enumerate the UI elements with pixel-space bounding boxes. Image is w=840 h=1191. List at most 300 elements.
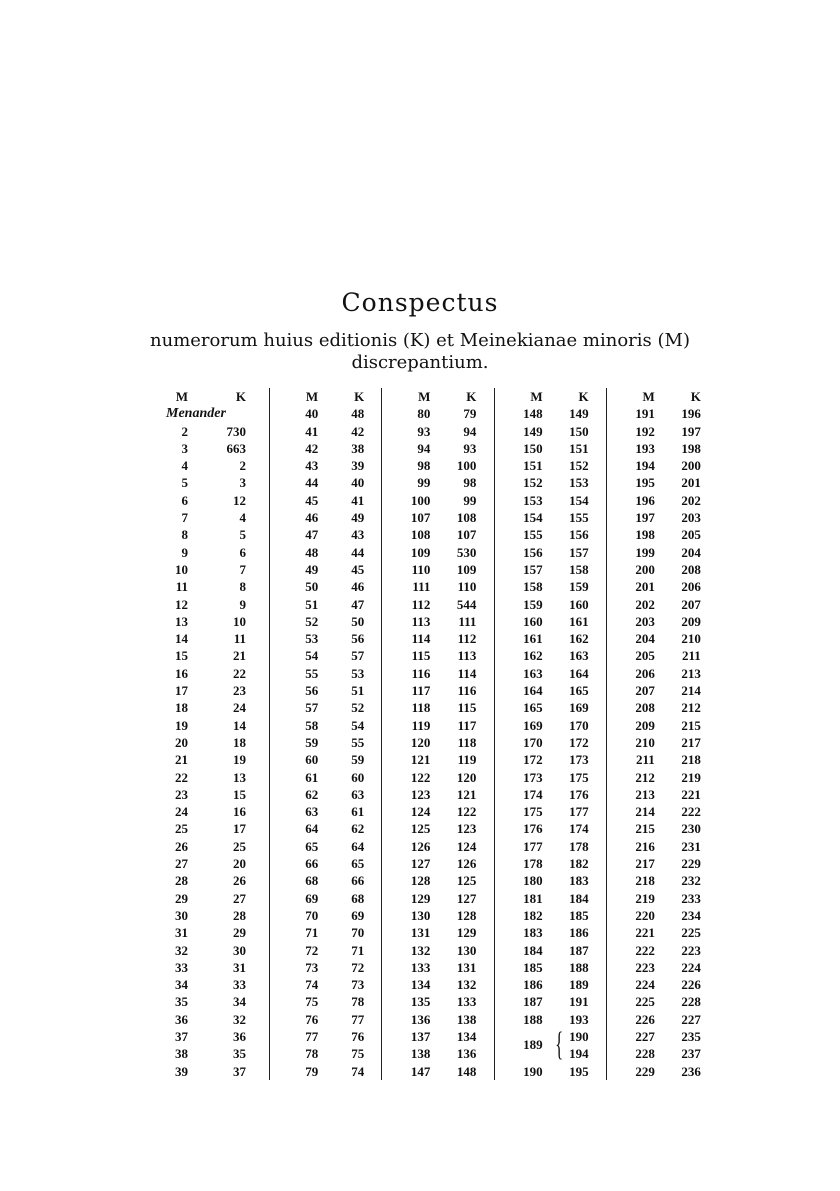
value-k: 38 xyxy=(351,440,365,456)
table-row xyxy=(270,423,381,440)
table-row xyxy=(270,803,381,820)
value-m: 20 xyxy=(175,734,188,750)
value-k: 205 xyxy=(681,527,701,543)
value-m: 32 xyxy=(175,942,188,958)
table-row xyxy=(607,526,718,543)
table-row xyxy=(270,509,381,526)
value-k: 196 xyxy=(681,406,701,422)
value-m: 74 xyxy=(305,977,319,993)
table-row xyxy=(382,440,493,457)
table-row xyxy=(270,907,381,924)
value-m: 121 xyxy=(410,752,431,768)
table-row xyxy=(158,509,269,526)
header-m: M xyxy=(305,389,319,404)
table-row xyxy=(270,630,381,647)
value-k: 28 xyxy=(233,907,246,923)
value-k: 20 xyxy=(233,856,246,872)
value-m: 160 xyxy=(523,613,543,629)
brace-glyph: { xyxy=(554,1026,564,1064)
value-m: 9 xyxy=(181,544,188,560)
value-k: 25 xyxy=(233,838,246,854)
table-column-1 xyxy=(158,388,269,1080)
value-m: 98 xyxy=(417,458,431,474)
value-k: 208 xyxy=(681,561,701,577)
value-k: 190 xyxy=(569,1028,589,1044)
value-k: 49 xyxy=(351,510,365,526)
value-m: 31 xyxy=(175,925,188,941)
value-k: 47 xyxy=(351,596,365,612)
value-k: 34 xyxy=(233,994,246,1010)
value-k: 158 xyxy=(569,561,589,577)
value-m: 110 xyxy=(411,561,431,577)
table-row xyxy=(382,596,493,613)
value-k: 149 xyxy=(569,406,589,422)
value-m: 26 xyxy=(175,838,188,854)
table-row xyxy=(495,474,606,491)
header-k: K xyxy=(235,389,246,404)
value-k: 51 xyxy=(351,683,365,699)
value-k: 235 xyxy=(681,1028,701,1044)
value-k: 63 xyxy=(351,786,365,802)
value-m: 229 xyxy=(635,1063,655,1079)
table-row xyxy=(270,734,381,751)
table-row xyxy=(382,526,493,543)
value-k: 52 xyxy=(351,700,365,716)
value-m: 227 xyxy=(635,1028,655,1044)
value-k: 165 xyxy=(569,683,589,699)
value-k: 198 xyxy=(681,440,701,456)
value-m: 19 xyxy=(175,717,188,733)
table-row xyxy=(382,820,493,837)
table-row xyxy=(382,769,493,786)
value-k: 209 xyxy=(681,613,701,629)
value-k: 195 xyxy=(569,1063,589,1079)
value-m: 205 xyxy=(635,648,655,664)
value-m: 59 xyxy=(305,734,319,750)
value-m: 152 xyxy=(523,475,543,491)
value-m: 93 xyxy=(417,423,431,439)
table-row xyxy=(158,492,269,509)
value-m: 124 xyxy=(410,804,431,820)
value-m: 113 xyxy=(411,613,431,629)
table-row xyxy=(382,855,493,872)
value-k: 151 xyxy=(569,440,589,456)
value-k: 213 xyxy=(681,665,701,681)
value-m: 192 xyxy=(635,423,655,439)
table-row xyxy=(270,959,381,976)
value-m: 27 xyxy=(175,856,188,872)
header-k: K xyxy=(690,389,701,404)
table-row xyxy=(495,803,606,820)
value-k: 15 xyxy=(233,786,246,802)
value-k: 212 xyxy=(681,700,701,716)
value-k: 152 xyxy=(569,458,589,474)
table-row xyxy=(495,630,606,647)
table-row xyxy=(607,630,718,647)
table-row xyxy=(495,596,606,613)
table-row xyxy=(382,561,493,578)
table-row xyxy=(495,682,606,699)
value-k: 114 xyxy=(457,665,477,681)
table-row xyxy=(495,838,606,855)
value-m: 151 xyxy=(523,458,543,474)
table-row xyxy=(607,734,718,751)
table-row xyxy=(158,561,269,578)
value-k: 132 xyxy=(456,977,477,993)
value-k: 150 xyxy=(569,423,589,439)
table-row xyxy=(607,405,718,422)
value-m: 34 xyxy=(175,977,188,993)
value-m: 15 xyxy=(175,648,188,664)
table-row xyxy=(607,1028,718,1045)
value-m: 109 xyxy=(410,544,431,560)
table-row xyxy=(495,855,606,872)
concordance-table xyxy=(158,388,718,1080)
value-k: 159 xyxy=(569,579,589,595)
value-k: 161 xyxy=(569,613,589,629)
value-k: 22 xyxy=(233,665,246,681)
value-m: 200 xyxy=(635,561,655,577)
value-k: 191 xyxy=(569,994,589,1010)
value-m: 204 xyxy=(635,631,655,647)
value-m: 183 xyxy=(523,925,543,941)
value-m: 219 xyxy=(635,890,655,906)
value-m: 170 xyxy=(523,734,543,750)
table-row xyxy=(495,976,606,993)
value-m: 79 xyxy=(305,1063,319,1079)
value-m: 126 xyxy=(410,838,431,854)
value-k: 112 xyxy=(457,631,477,647)
value-k: 217 xyxy=(681,734,701,750)
table-row xyxy=(495,647,606,664)
value-m: 172 xyxy=(523,752,543,768)
value-m: 129 xyxy=(410,890,431,906)
value-k: 42 xyxy=(351,423,365,439)
value-m: 132 xyxy=(410,942,431,958)
value-k: 4 xyxy=(239,510,246,526)
table-row xyxy=(495,1028,606,1063)
value-k: 62 xyxy=(351,821,365,837)
value-m: 119 xyxy=(411,717,431,733)
value-m: 56 xyxy=(305,683,319,699)
table-row xyxy=(495,509,606,526)
value-k: 12 xyxy=(233,492,246,508)
value-m: 52 xyxy=(305,613,319,629)
value-k: 7 xyxy=(239,561,246,577)
value-k: 183 xyxy=(569,873,589,889)
value-k: 73 xyxy=(351,977,365,993)
value-m: 213 xyxy=(635,786,655,802)
value-m: 5 xyxy=(181,475,188,491)
table-row xyxy=(270,1028,381,1045)
table-row xyxy=(607,907,718,924)
value-m: 177 xyxy=(523,838,543,854)
table-row xyxy=(607,1063,718,1080)
table-row xyxy=(382,509,493,526)
value-m: 195 xyxy=(635,475,655,491)
value-m: 22 xyxy=(175,769,188,785)
value-m: 118 xyxy=(411,700,431,716)
value-k: 164 xyxy=(569,665,589,681)
table-row xyxy=(607,1011,718,1028)
table-row xyxy=(158,596,269,613)
value-k: 98 xyxy=(463,475,477,491)
value-m: 58 xyxy=(305,717,319,733)
value-m: 37 xyxy=(175,1028,188,1044)
table-row xyxy=(270,682,381,699)
value-m: 201 xyxy=(635,579,655,595)
value-m: 175 xyxy=(523,804,543,820)
value-m: 135 xyxy=(410,994,431,1010)
value-m: 24 xyxy=(175,804,188,820)
table-row xyxy=(158,440,269,457)
value-m: 77 xyxy=(305,1028,319,1044)
value-m: 108 xyxy=(410,527,431,543)
value-m: 185 xyxy=(523,959,543,975)
value-k: 176 xyxy=(569,786,589,802)
value-m: 23 xyxy=(175,786,188,802)
value-k: 115 xyxy=(457,700,477,716)
table-row xyxy=(158,457,269,474)
value-k: 59 xyxy=(351,752,365,768)
value-m: 30 xyxy=(175,907,188,923)
value-m: 210 xyxy=(635,734,655,750)
value-k: 48 xyxy=(351,406,365,422)
table-row xyxy=(495,1011,606,1028)
table-row xyxy=(382,492,493,509)
table-row xyxy=(495,734,606,751)
value-k: 185 xyxy=(569,907,589,923)
value-m: 122 xyxy=(410,769,431,785)
value-m: 18 xyxy=(175,700,188,716)
value-m: 112 xyxy=(411,596,431,612)
value-m: 147 xyxy=(410,1063,431,1079)
value-m: 224 xyxy=(635,977,655,993)
value-k: 187 xyxy=(569,942,589,958)
value-k: 24 xyxy=(233,700,246,716)
value-k: 100 xyxy=(456,458,477,474)
value-m: 190 xyxy=(523,1063,543,1079)
column-header xyxy=(495,388,606,405)
table-row xyxy=(158,993,269,1010)
table-row xyxy=(158,942,269,959)
value-m: 2 xyxy=(181,423,188,439)
value-m: 50 xyxy=(305,579,319,595)
value-k: 46 xyxy=(351,579,365,595)
value-k: 530 xyxy=(456,544,477,560)
value-m: 181 xyxy=(523,890,543,906)
table-row xyxy=(382,665,493,682)
value-m: 116 xyxy=(411,665,431,681)
value-m: 61 xyxy=(305,769,319,785)
table-row xyxy=(270,751,381,768)
value-m: 68 xyxy=(305,873,319,889)
table-row xyxy=(607,820,718,837)
value-m: 33 xyxy=(175,959,188,975)
value-k: 154 xyxy=(569,492,589,508)
table-row xyxy=(158,578,269,595)
table-row xyxy=(270,457,381,474)
value-m: 36 xyxy=(175,1011,188,1027)
header-k: K xyxy=(466,389,477,404)
table-row xyxy=(495,890,606,907)
table-row xyxy=(607,613,718,630)
value-k: 44 xyxy=(351,544,365,560)
table-row xyxy=(382,544,493,561)
table-row xyxy=(382,647,493,664)
value-k: 663 xyxy=(226,440,246,456)
value-k: 178 xyxy=(569,838,589,854)
value-k: 94 xyxy=(463,423,477,439)
value-m: 130 xyxy=(410,907,431,923)
value-m: 78 xyxy=(305,1046,319,1062)
value-m: 222 xyxy=(635,942,655,958)
value-k: 39 xyxy=(351,458,365,474)
value-k: 14 xyxy=(233,717,246,733)
table-row xyxy=(270,1045,381,1062)
value-k: 120 xyxy=(456,769,477,785)
value-k: 11 xyxy=(233,631,246,647)
value-k: 30 xyxy=(233,942,246,958)
value-k: 188 xyxy=(569,959,589,975)
value-m: 64 xyxy=(305,821,319,837)
table-row xyxy=(495,717,606,734)
table-row xyxy=(382,786,493,803)
value-k: 156 xyxy=(569,527,589,543)
value-k: 36 xyxy=(233,1028,246,1044)
table-row xyxy=(270,872,381,889)
table-row xyxy=(382,1011,493,1028)
value-m: 73 xyxy=(305,959,319,975)
value-m: 42 xyxy=(305,440,319,456)
value-k: 109 xyxy=(456,561,477,577)
value-k: 148 xyxy=(456,1063,477,1079)
table-row xyxy=(382,872,493,889)
value-m: 162 xyxy=(523,648,543,664)
page-subtitle xyxy=(0,330,840,374)
value-m: 75 xyxy=(305,994,319,1010)
value-m: 72 xyxy=(305,942,319,958)
value-k: 189 xyxy=(569,977,589,993)
value-m: 39 xyxy=(175,1063,188,1079)
value-k: 155 xyxy=(569,510,589,526)
value-m: 193 xyxy=(635,440,655,456)
value-k: 9 xyxy=(239,596,246,612)
value-k: 6 xyxy=(239,544,246,560)
value-k-group xyxy=(543,1028,589,1063)
value-k: 206 xyxy=(681,579,701,595)
table-row xyxy=(382,1028,493,1045)
value-k: 57 xyxy=(351,648,365,664)
value-m: 29 xyxy=(175,890,188,906)
table-row xyxy=(607,561,718,578)
value-m: 226 xyxy=(635,1011,655,1027)
value-m: 11 xyxy=(175,579,188,595)
table-row xyxy=(158,1011,269,1028)
value-k: 177 xyxy=(569,804,589,820)
value-k: 123 xyxy=(456,821,477,837)
value-k: 182 xyxy=(569,856,589,872)
value-k: 53 xyxy=(351,665,365,681)
table-row xyxy=(270,440,381,457)
value-k: 71 xyxy=(351,942,365,958)
table-row xyxy=(158,786,269,803)
value-k: 60 xyxy=(351,769,365,785)
table-row xyxy=(607,751,718,768)
value-k: 226 xyxy=(681,977,701,993)
value-k: 5 xyxy=(239,527,246,543)
value-k: 40 xyxy=(351,475,365,491)
table-column-5 xyxy=(606,388,718,1080)
value-k: 544 xyxy=(456,596,477,612)
table-row xyxy=(158,924,269,941)
value-m: 35 xyxy=(175,994,188,1010)
value-m: 45 xyxy=(305,492,319,508)
value-k: 129 xyxy=(456,925,477,941)
value-m: 225 xyxy=(635,994,655,1010)
value-k: 99 xyxy=(463,492,477,508)
value-k: 237 xyxy=(681,1046,701,1062)
table-row xyxy=(270,786,381,803)
value-k: 69 xyxy=(351,907,365,923)
value-m: 220 xyxy=(635,907,655,923)
subtitle-line-1: numerorum huius editionis (K) et Meinekianae minoris (M) xyxy=(150,330,690,351)
value-k: 173 xyxy=(569,752,589,768)
value-k: 125 xyxy=(456,873,477,889)
value-k: 107 xyxy=(456,527,477,543)
table-row xyxy=(270,717,381,734)
table-row xyxy=(607,993,718,1010)
table-row xyxy=(495,457,606,474)
table-row xyxy=(158,717,269,734)
value-k: 227 xyxy=(681,1011,701,1027)
table-row xyxy=(607,976,718,993)
value-k: 26 xyxy=(233,873,246,889)
value-k: 17 xyxy=(233,821,246,837)
table-row xyxy=(158,751,269,768)
table-row xyxy=(382,1045,493,1062)
table-row xyxy=(607,492,718,509)
value-m: 51 xyxy=(305,596,319,612)
table-row xyxy=(158,544,269,561)
value-k: 64 xyxy=(351,838,365,854)
value-k: 136 xyxy=(456,1046,477,1062)
value-m: 28 xyxy=(175,873,188,889)
value-m: 212 xyxy=(635,769,655,785)
value-k: 122 xyxy=(456,804,477,820)
value-m: 7 xyxy=(181,510,188,526)
table-row xyxy=(382,423,493,440)
value-m: 128 xyxy=(410,873,431,889)
value-k: 50 xyxy=(351,613,365,629)
table-row xyxy=(158,820,269,837)
value-m: 114 xyxy=(411,631,431,647)
value-m: 43 xyxy=(305,458,319,474)
value-m: 196 xyxy=(635,492,655,508)
value-m: 111 xyxy=(412,579,431,595)
table-row xyxy=(158,665,269,682)
table-row xyxy=(158,647,269,664)
value-m: 38 xyxy=(175,1046,188,1062)
table-row xyxy=(495,872,606,889)
table-row xyxy=(495,699,606,716)
value-m: 13 xyxy=(175,613,188,629)
table-row xyxy=(607,855,718,872)
value-k: 184 xyxy=(569,890,589,906)
value-m: 218 xyxy=(635,873,655,889)
value-k: 219 xyxy=(681,769,701,785)
value-k: 234 xyxy=(681,907,701,923)
